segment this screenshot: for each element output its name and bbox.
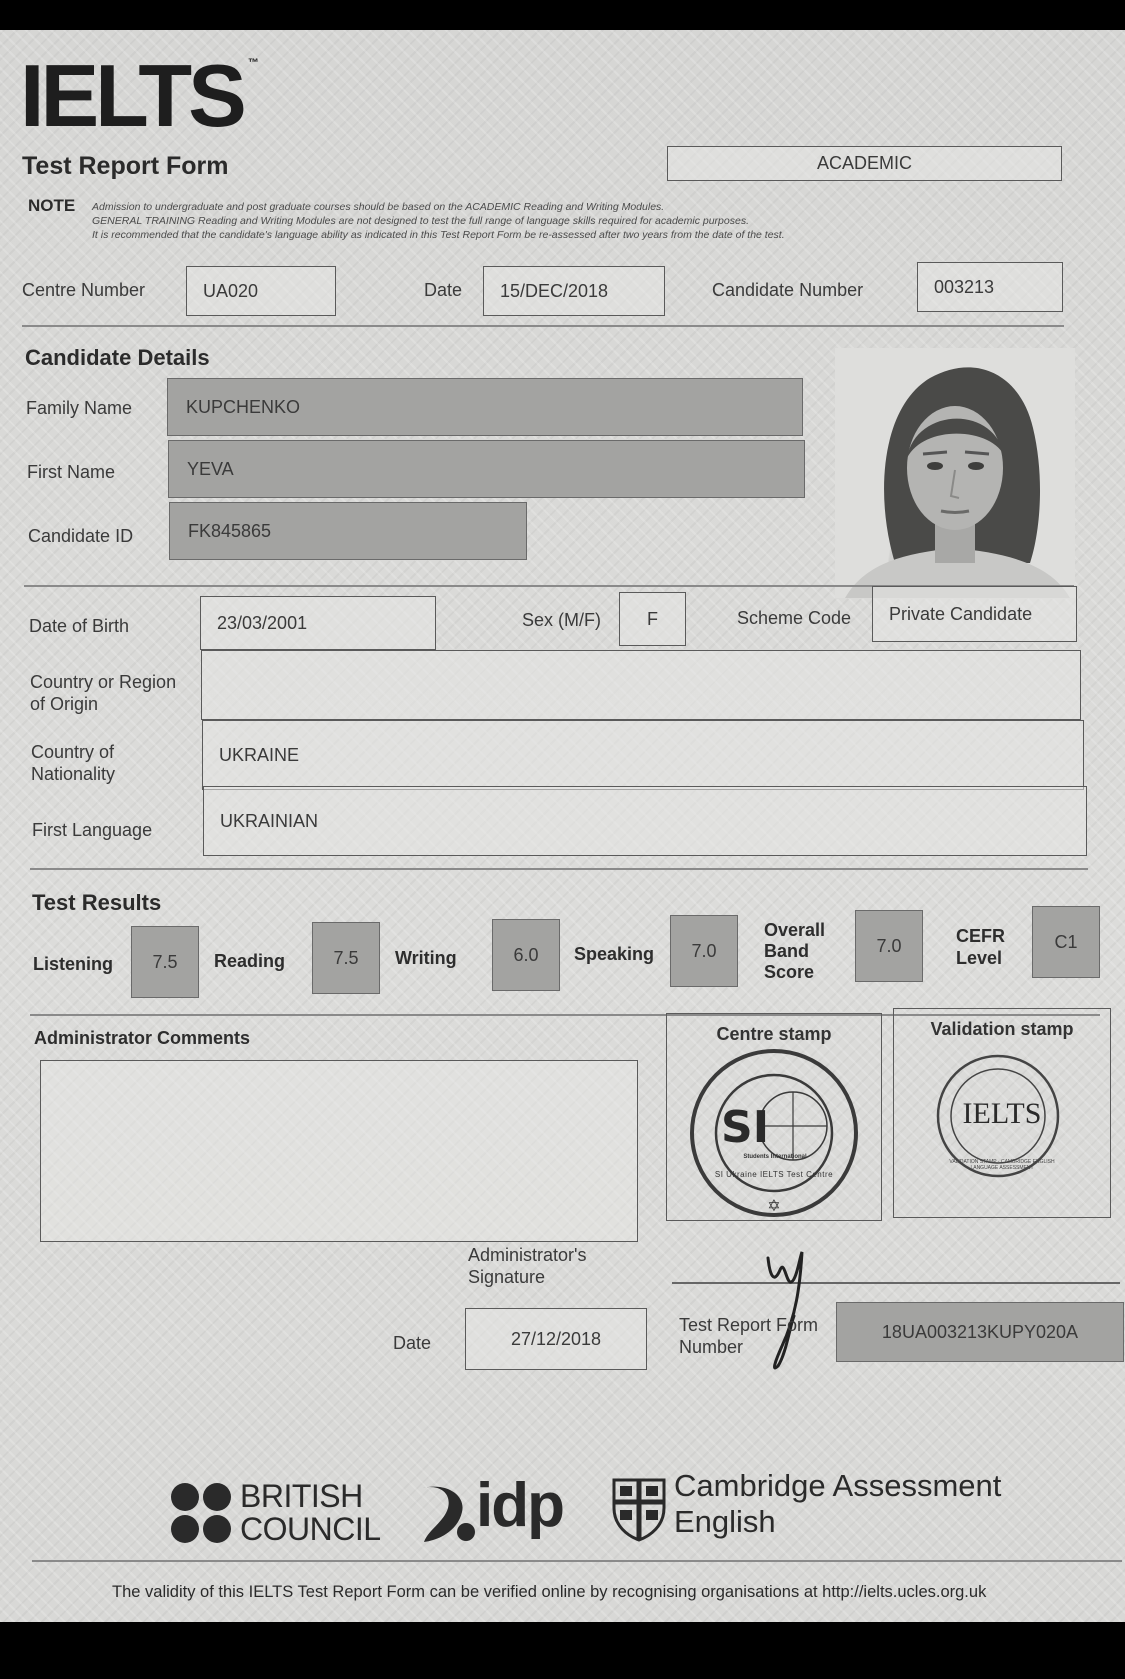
module-box: ACADEMIC — [667, 146, 1062, 181]
note-line-2: GENERAL TRAINING Reading and Writing Modules are not designed to test the full range of language skills required for academic purposes. — [92, 215, 749, 227]
idp-text: idp — [476, 1471, 563, 1540]
first-language-field: UKRAINIAN — [203, 786, 1087, 856]
divider-1 — [22, 325, 1064, 327]
candidate-details-title: Candidate Details — [25, 345, 210, 370]
candidate-photo-image — [835, 348, 1075, 598]
reading-label: Reading — [214, 951, 286, 971]
trf-label-line-2: Number — [679, 1337, 744, 1357]
writing-score: 6.0 — [492, 919, 560, 991]
family-name-field: KUPCHENKO — [167, 378, 803, 436]
country-origin-field — [201, 650, 1081, 720]
country-origin-label-line-1: Country or Region — [30, 672, 177, 692]
note-text — [92, 200, 992, 242]
nationality-label-line-1: Country of — [31, 742, 115, 762]
centre-stamp-sub: Students International — [743, 1154, 807, 1160]
admin-signature-label — [468, 1245, 586, 1288]
cefr-level-score: C1 — [1032, 906, 1100, 978]
trademark-mark: ™ — [247, 57, 259, 69]
trf-number-field: 18UA003213KUPY020A — [836, 1302, 1124, 1362]
candidate-id-field: FK845865 — [169, 502, 527, 560]
ielts-logo-text: IELTS — [20, 46, 243, 145]
overall-label-line-3: Score — [764, 962, 815, 982]
divider-footer — [32, 1560, 1122, 1562]
signature-label-line-1: Administrator's — [468, 1245, 587, 1265]
admin-date-field: 27/12/2018 — [465, 1308, 647, 1370]
note-line-1: Admission to undergraduate and post graduate courses should be based on the ACADEMIC Reading and Writing Modules. — [92, 201, 665, 213]
candidate-number-label: Candidate Number — [712, 280, 864, 300]
candidate-id-label: Candidate ID — [28, 526, 134, 546]
note-title: NOTE — [28, 196, 76, 215]
centre-date-label: Date — [424, 280, 463, 300]
sex-field: F — [619, 592, 686, 646]
admin-comments-label: Administrator Comments — [34, 1028, 251, 1048]
cambridge-text — [674, 1468, 1001, 1540]
cefr-label-line-1: CEFR — [956, 926, 1005, 946]
validation-stamp-logo: IELTS — [962, 1097, 1042, 1130]
overall-band-score: 7.0 — [855, 910, 923, 982]
cefr-label-line-2: Level — [956, 948, 1003, 968]
cefr-level-label — [956, 925, 1005, 969]
speaking-score: 7.0 — [670, 915, 738, 987]
british-council-line-2: COUNCIL — [240, 1511, 381, 1547]
idp-figure-icon — [418, 1482, 478, 1544]
admin-date-label: Date — [393, 1333, 432, 1353]
scheme-code-label: Scheme Code — [737, 608, 852, 628]
dob-label: Date of Birth — [29, 616, 130, 636]
reading-score: 7.5 — [312, 922, 380, 994]
cambridge-line-2: English — [674, 1504, 776, 1539]
centre-stamp-box — [666, 1013, 882, 1221]
nationality-field: UKRAINE — [202, 720, 1084, 790]
listening-label: Listening — [33, 954, 113, 974]
candidate-number-field: 003213 — [917, 262, 1063, 312]
family-name-label: Family Name — [26, 398, 133, 418]
speaking-label: Speaking — [574, 944, 655, 964]
country-origin-label — [30, 672, 176, 715]
note-line-3: It is recommended that the candidate's language ability as indicated in this Test Report Form be re-assessed after two years from the date of the test. — [92, 229, 785, 241]
dob-field: 23/03/2001 — [200, 596, 436, 650]
validation-stamp-label: Validation stamp — [930, 1019, 1074, 1039]
british-council-line-1: BRITISH — [240, 1478, 363, 1514]
nationality-label-line-2: Nationality — [31, 763, 116, 784]
country-origin-label-line-2: of Origin — [30, 693, 99, 714]
centre-stamp-seal — [681, 1048, 867, 1218]
signature-label-line-2: Signature — [468, 1266, 546, 1287]
centre-number-field: UA020 — [186, 266, 336, 316]
nationality-label — [31, 742, 115, 785]
trf-number-label — [679, 1314, 818, 1358]
british-council-dots-icon — [170, 1482, 232, 1544]
centre-date-field: 15/DEC/2018 — [483, 266, 665, 316]
listening-score: 7.5 — [131, 926, 199, 998]
candidate-photo — [835, 348, 1075, 598]
divider-3 — [30, 868, 1088, 870]
scheme-code-field: Private Candidate — [872, 586, 1077, 642]
first-language-label: First Language — [32, 820, 153, 840]
svg-text:✡: ✡ — [767, 1196, 781, 1215]
cambridge-line-1: Cambridge Assessment — [674, 1468, 1002, 1503]
centre-stamp-logo: SI — [721, 1102, 770, 1153]
ielts-logo — [20, 46, 259, 145]
trf-label-line-1: Test Report Form — [679, 1315, 819, 1335]
validation-stamp-ring-text: VALIDATION STAMP · CAMBRIDGE ENGLISH LANGUAGE ASSESSMENT — [949, 1159, 1055, 1171]
test-report-form-page — [0, 30, 1125, 1622]
british-council-text — [240, 1480, 381, 1546]
form-title: Test Report Form — [22, 152, 229, 180]
test-results-title: Test Results — [32, 890, 162, 915]
first-name-label: First Name — [27, 462, 116, 482]
signature-line — [672, 1282, 1120, 1284]
cambridge-shield-icon — [612, 1478, 666, 1542]
writing-label: Writing — [395, 948, 457, 968]
centre-stamp-label: Centre stamp — [716, 1024, 832, 1044]
admin-comments-field — [40, 1060, 638, 1242]
sex-label: Sex (M/F) — [522, 610, 601, 630]
overall-band-label — [764, 920, 825, 983]
verification-notice: The validity of this IELTS Test Report Form can be verified online by recognising organisations at http://ielts.ucles.org.uk — [112, 1583, 987, 1601]
overall-label-line-2: Band — [764, 941, 809, 961]
centre-stamp-ring-text: SI Ukraine IELTS Test Centre — [714, 1170, 834, 1179]
validation-stamp-box — [893, 1008, 1111, 1218]
overall-label-line-1: Overall — [764, 920, 826, 940]
first-name-field: YEVA — [168, 440, 805, 498]
centre-number-label: Centre Number — [22, 280, 146, 300]
